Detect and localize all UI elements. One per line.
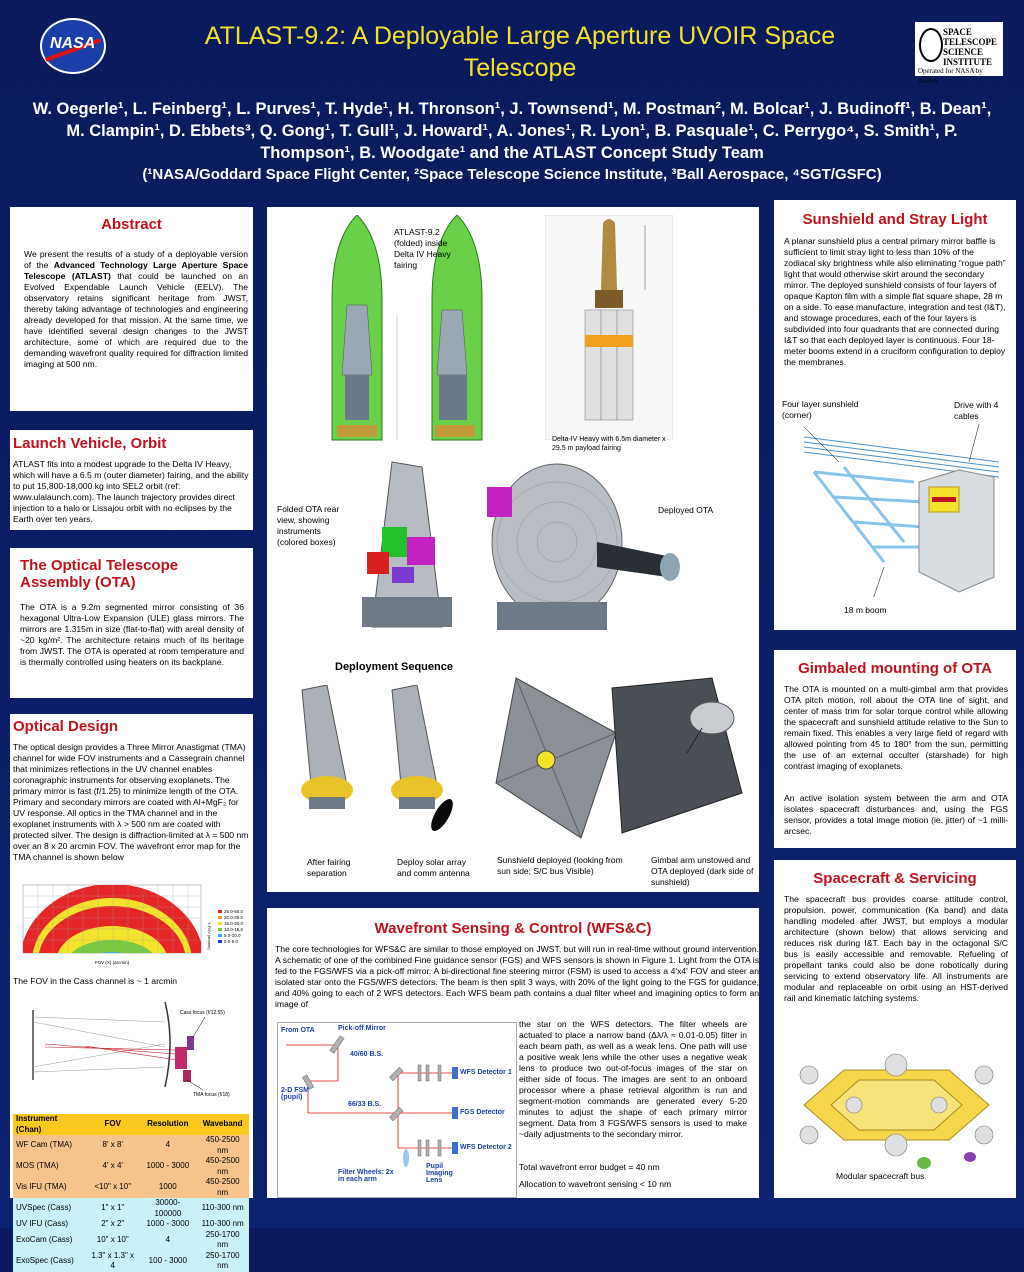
map-legend-3: 10.0-15.0	[224, 927, 244, 932]
sunshield-text: A planar sunshield plus a central primary mirror baffle is sufficient to limit stray light to less than 10% of the zodiacal sky brightness while also eliminating “rogue path” light that would otherwise skirt around the secondary mirror. The deployed sunshield consists of four layers of opaque Kapton film with a simple flat square shape, 28 m on a side. To ease manufacture, integration and test (I&T), and stowage procedures, each of the four layers is subdivided into four quadrants that are connected during I&T so that each deployed layer is continuous. Four 18-meter booms extend in a cruciform configuration to deploy the membranes.	[784, 236, 1006, 367]
wfsc-title: Wavefront Sensing & Control (WFS&C)	[374, 920, 652, 937]
gimbal-text-1: The OTA is mounted on a multi-gimbal arm that provides OTA pitch motion, roll about the OTA line of sight, and center of mass trim for solar torque control while allowing the spacecraft and sunshield attitude relative to the Sun to remain fixed. This enables a very large field of regard with allowed pointing from 45 to 180° from the sun, permitting the use of an external occulter (starshade) for high contrast imaging of exoplanets.	[784, 684, 1008, 771]
table-row: Vis IFU (TMA) <10" x 10" 1000 450-2500 nm	[13, 1177, 249, 1198]
abstract-panel	[10, 207, 253, 411]
ota-text: The OTA is a 9.2m segmented mirror consisting of 36 hexagonal Ultra-Low Expansion (ULE) glass mirrors. The mirrors are 1.315m in size (flat-to-flat) with areal density of ~20 kg/m². The architecture retains much of its heritage from JWST. The OTA is operated at room temperature and is thermally controlled using heaters on its backplane.	[20, 602, 244, 667]
table-row: WF Cam (TMA) 8' x 8' 4 450-2500 nm	[13, 1135, 249, 1156]
author-list: W. Oegerle¹, L. Feinberg¹, L. Purves¹, T. Hyde¹, H. Thronson¹, J. Townsend¹, M. Postman², M. Bolcar¹, J. Budinoff¹, B. Dean¹, M. Clampin¹, D. Ebbets³, Q. Gong¹, T. Gull¹, J. Howard¹, A. Jones¹, R. Lyon¹, B. Pasquale¹, C. Perrygo⁴, S. Smith¹, P. Thompson¹, B. Woodgate¹ and the ATLAST Concept Study Team	[32, 100, 992, 162]
spacecraft-text: The spacecraft bus provides coarse attitude control, propulsion, power, communication (Ka band) and data handling modeled after JWST, but employs a modular architecture (shown below) that allows servicing and reduces risk during I&T. Each bay in the octagonal S/C bus is easily accessible and removable. Refueling of propellant tanks could also be done robotically during servicing to extend observatory life. All instruments are modular and replaceable on orbit using an HST-derived rail and kinematic latching systems.	[784, 894, 1008, 1003]
map-legend-0: 25.0-50.0	[224, 909, 244, 914]
affiliations: (¹NASA/Goddard Space Flight Center, ²Space Telescope Science Institute, ³Ball Aerospace, ⁴SGT/GSFC)	[142, 166, 882, 183]
deploy-step-2-caption: Deploy solar array and comm antenna	[397, 857, 470, 878]
label-pickoff: Pick-off Mirror	[338, 1025, 386, 1032]
cassegrain-layout-diagram	[25, 992, 250, 1100]
sunshield-title: Sunshield and Stray Light	[802, 211, 988, 228]
map-legend-2: 15.0-20.0	[224, 921, 244, 926]
gimbal-panel	[774, 650, 1016, 848]
table-row: ExoSpec (Cass) 1.3" x 1.3" x 4 100 - 3000 250-1700 nm	[13, 1251, 249, 1272]
deploy-step-3-caption: Sunshield deployed (looking from sun side; S/C bus Visible)	[497, 855, 623, 876]
optical-title: Optical Design	[13, 718, 119, 735]
table-row: UVSpec (Cass) 1" x 1" 30000-100000 110-300 nm	[13, 1198, 249, 1219]
sunshield-boom-label: 18 m boom	[844, 605, 887, 615]
label-wfs-detector-1: WFS Detector 1	[460, 1069, 512, 1076]
optical-text: The optical design provides a Three Mirror Anastigmat (TMA) channel for wide FOV instruments and a Cassegrain channel that minimizes reflections in the UV channel enables coronagraphic instruments for observing exoplanets. The primary mirror is fast (f/1.25) to minimize length of the OTA. Primary and secondary mirrors are coated with Al+MgF₂ for UV response. All optics in the TMA channel and in the exoplanet instruments with λ > 500 nm are coated with protected silver. The design is diffraction-limited at λ = 500 nm over an 8 x 20 arcmin FOV. The wavefront error map for the TMA channel is shown below	[13, 742, 249, 862]
cass-focus-label: Cass focus (f/12.55)	[180, 1010, 225, 1016]
wfsc-text-1: The core technologies for WFS&C are similar to those employed on JWST, but will run in real-time without ground intervention. A schematic of one of the combined Fine guidance sensor (FGS) and WFS sensors is shown in Figure 1. Light from the OTA is fed to the FGS/WFS via a pick-off mirror. A bi-directional fine steering mirror (FSM) is used to access a 4'x4' FOV and steer an isolated star onto the FGS/WFS detectors. The beam is then split 3 ways, with 20% of the light going to the FGS for guidance, and 40% going to each of 2 WFS detectors. Each WFS beam path contains a dual filter wheel and imagining optics to form an image of	[275, 944, 759, 1009]
spacecraft-panel	[774, 860, 1016, 1198]
tma-focus-label: TMA focus (f/18)	[193, 1092, 230, 1098]
wfsc-budget-sensing: Allocation to wavefront sensing < 10 nm	[519, 1179, 672, 1189]
label-bs-6633: 66/33 B.S.	[348, 1101, 382, 1108]
wavefront-error-map	[18, 882, 248, 970]
label-fsm: 2-D FSM (pupil)	[281, 1087, 309, 1101]
deployed-ota-caption: Deployed OTA	[658, 505, 714, 515]
modular-bus-illustration	[784, 1045, 1009, 1175]
wfsc-panel	[267, 908, 759, 1198]
deployment-sequence-title: Deployment Sequence	[335, 661, 453, 673]
rocket-caption: Delta-IV Heavy with 6.5m diameter x 29.5 m payload fairing	[552, 436, 666, 452]
ota-panel	[10, 548, 253, 698]
fairing-label: ATLAST-9.2 (folded) inside Delta IV Heavy fairing	[394, 227, 451, 270]
map-xlabel: FOV (X) (arcmin)	[94, 960, 130, 965]
table-row: UV IFU (Cass) 2" x 2" 1000 - 3000 110-300 nm	[13, 1219, 249, 1230]
stsci-logo-sub: Operated for NASA by AURA	[918, 67, 983, 85]
center-figure-panel	[267, 207, 759, 892]
poster-title: ATLAST-9.2: A Deployable Large Aperture UVOIR Space Telescope	[204, 22, 836, 82]
stsci-logo	[915, 22, 1003, 85]
gimbal-text-2: An active isolation system between the arm and OTA isolates spacecraft disturbances and, using the FGS sensor, provides a total image motion (ie. jitter) of ~1 milli-arcsec.	[784, 793, 1008, 836]
folded-ota-caption: Folded OTA rear view, showing instruments (colored boxes)	[277, 504, 340, 547]
sunshield-structure-illustration	[794, 422, 1012, 597]
modular-bus-caption: Modular spacecraft bus	[836, 1171, 925, 1181]
delta-iv-rocket-illustration	[545, 215, 673, 440]
deploy-step-1-caption: After fairing separation	[307, 857, 351, 878]
deploy-step-1-illustration	[287, 685, 367, 835]
wfsc-budget-total: Total wavefront error budget = 40 nm	[519, 1162, 660, 1172]
ota-title: The Optical Telescope Assembly (OTA)	[20, 557, 179, 591]
sunshield-drive-label: Drive with 4 cables	[954, 400, 999, 421]
launch-title: Launch Vehicle, Orbit	[13, 435, 167, 452]
instrument-table	[13, 1114, 249, 1272]
label-from-ota: From OTA	[281, 1027, 315, 1034]
instrument-table-header: Instrument (Chan) FOV Resolution Waveband	[13, 1114, 249, 1135]
optical-panel	[10, 714, 253, 1270]
table-row: MOS (TMA) 4' x 4' 1000 - 3000 450-2500 nm	[13, 1156, 249, 1177]
deploy-step-2-illustration	[377, 685, 467, 835]
gimbal-title: Gimbaled mounting of OTA	[798, 660, 992, 677]
wfsc-text-2: the star on the WFS detectors. The filter wheels are actuated to place a narrow band (Δλ/λ ≈ 0.01-0.05) filter in each beam path, as well as a weak lens. One path will use a positive weak lens while the other uses a negative weak lens to produce two out-of-focus images of the star on either side of focus. The images are sent to an onboard processor where a phase retrieval algorithm is run and segment-motion commands are generated every 5-20 minutes to adjust the shape of each primary mirror segment. Data from 3 FGS/WFS sensors is used to make ~daily adjustments to the secondary mirror.	[519, 1019, 747, 1139]
map-legend-5: 0.0-5.0	[224, 939, 239, 944]
launch-panel	[10, 430, 253, 530]
nasa-logo	[40, 18, 106, 74]
label-pupil-lens: Pupil Imaging Lens	[426, 1163, 453, 1184]
instrument-table-wrap	[13, 1114, 249, 1272]
deployed-ota-illustration	[477, 462, 697, 642]
folded-ota-illustration	[352, 457, 472, 637]
sunshield-corner-label: Four layer sunshield (corner)	[782, 399, 859, 420]
cass-fov-caption: The FOV in the Cass channel is ~ 1 arcmin	[13, 976, 178, 986]
label-fgs-detector: FGS Detector	[460, 1109, 505, 1116]
deploy-step-4-caption: Gimbal arm unstowed and OTA deployed (dark side of sunshield)	[651, 855, 754, 887]
map-legend-1: 20.0-25.0	[224, 915, 244, 920]
sunshield-panel	[774, 200, 1016, 630]
nasa-logo-text: NASA	[50, 35, 96, 52]
stsci-logo-text: SPACE TELESCOPE SCIENCE INSTITUTE	[943, 27, 998, 67]
map-ylabel: Y-FOV (arcmin)	[207, 922, 212, 950]
deploy-step-4-illustration	[602, 673, 752, 843]
label-bs-4060: 40/60 B.S.	[350, 1051, 384, 1058]
spacecraft-title: Spacecraft & Servicing	[813, 870, 977, 887]
map-legend-4: 5.0-10.0	[224, 933, 241, 938]
table-row: ExoCam (Cass) 10" x 10" 4 250-1700 nm	[13, 1230, 249, 1251]
label-filter-wheels: Filter Wheels: 2x in each arm	[338, 1169, 394, 1183]
abstract-title: Abstract	[101, 216, 162, 233]
abstract-text: We present the results of a study of a deployable version of the Advanced Technology Large Aperture Space Telescope (ATLAST) that could be launched on an Evolved Expendable Launch Vehicle (EELV). The observatory retains significant heritage from JWST, thereby taking advantage of technologies and engineering already developed for that mission. At the same time, we have identified several design changes to the JWST architecture, some of which are required due to the demanding wavefront quality required for diffraction limited imaging at 500 nm.	[24, 249, 248, 369]
label-wfs-detector-2: WFS Detector 2	[460, 1144, 512, 1151]
launch-text: ATLAST fits into a modest upgrade to the Delta IV Heavy, which will have a 6.5 m (outer diameter) fairing, and the ability to put 15,800-18,000 kg into SEL2 orbit (ref: www.ulalaunch.com). The launch trajectory provides direct injection to a halo or Lissajou orbit with no eclipses by the Earth over ten years.	[13, 459, 249, 524]
fgs-wfs-schematic	[277, 1022, 517, 1198]
stsci-emblem-icon	[919, 28, 943, 62]
